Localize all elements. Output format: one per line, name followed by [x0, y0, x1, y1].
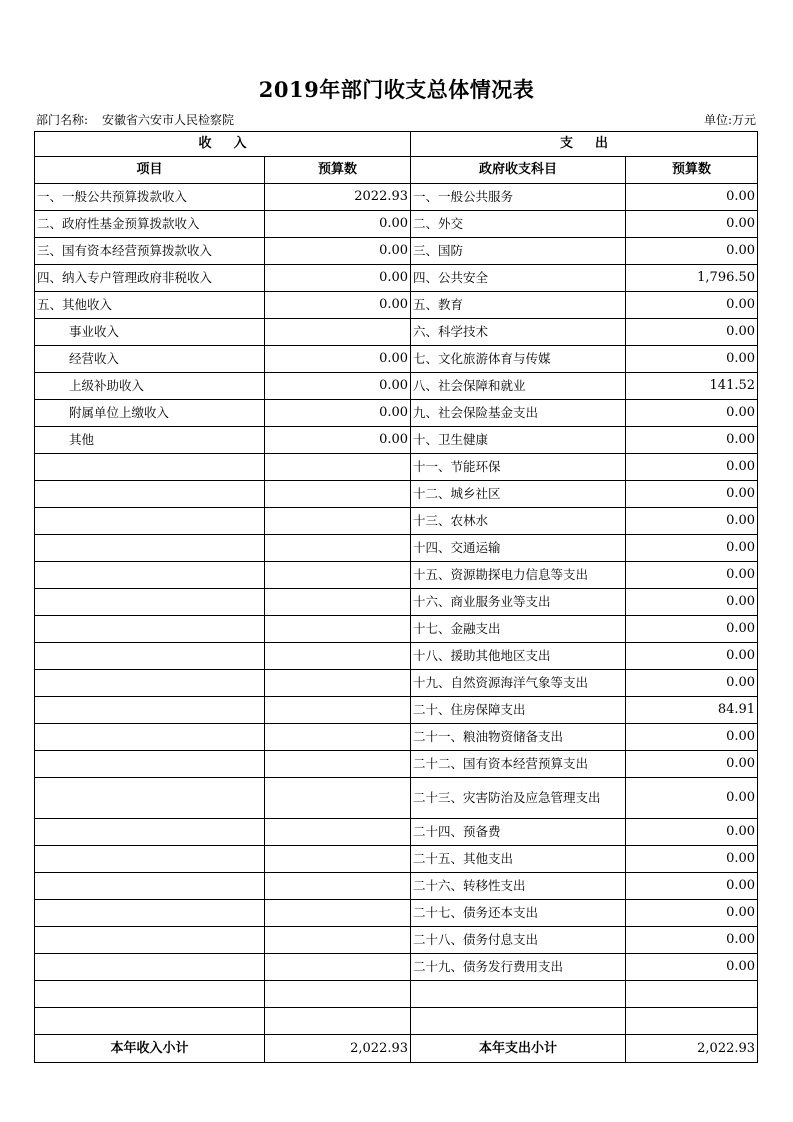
table-row [35, 535, 758, 562]
income-item-cell [35, 846, 265, 873]
expense-amount-cell: 0.00 [626, 873, 758, 900]
income-item-cell [35, 697, 265, 724]
expense-item-cell: 二十八、债务付息支出 [411, 927, 626, 954]
expense-item-cell: 二十七、债务还本支出 [411, 900, 626, 927]
income-item-cell: 三、国有资本经营预算拨款收入 [35, 238, 265, 265]
page-title: 2019年部门收支总体情况表 [258, 77, 535, 102]
expense-item-cell: 十九、自然资源海洋气象等支出 [411, 670, 626, 697]
expense-item-cell: 七、文化旅游体育与传媒 [411, 346, 626, 373]
income-amount-cell: 0.00 [265, 400, 411, 427]
table-row [35, 346, 758, 373]
expense-amount-cell: 0.00 [626, 535, 758, 562]
expense-amount-cell: 0.00 [626, 481, 758, 508]
income-amount-cell [265, 819, 411, 846]
expense-item-cell [411, 981, 626, 1008]
income-amount-cell: 0.00 [265, 211, 411, 238]
expense-amount-cell: 0.00 [626, 927, 758, 954]
income-amount-cell [265, 643, 411, 670]
expense-item-cell: 十、卫生健康 [411, 427, 626, 454]
expense-amount-cell: 0.00 [626, 292, 758, 319]
expense-item-cell: 二十二、国有资本经营预算支出 [411, 751, 626, 778]
expense-amount-cell: 0.00 [626, 508, 758, 535]
table-body [35, 184, 758, 1035]
expense-item-cell: 八、社会保障和就业 [411, 373, 626, 400]
expense-item-cell: 六、科学技术 [411, 319, 626, 346]
department-name: 安徽省六安市人民检察院 [102, 113, 235, 127]
table-row [35, 373, 758, 400]
income-item-cell [35, 819, 265, 846]
table-row [35, 697, 758, 724]
table-row [35, 427, 758, 454]
table-row [35, 900, 758, 927]
income-item-cell [35, 900, 265, 927]
expense-item-cell: 十八、援助其他地区支出 [411, 643, 626, 670]
expense-amount-cell: 141.52 [626, 373, 758, 400]
expense-amount-cell: 0.00 [626, 589, 758, 616]
income-item-cell: 事业收入 [35, 319, 265, 346]
expense-item-cell: 十一、节能环保 [411, 454, 626, 481]
expense-item-cell: 二十五、其他支出 [411, 846, 626, 873]
income-amount-cell: 2022.93 [265, 184, 411, 211]
table-row [35, 643, 758, 670]
income-amount-cell [265, 900, 411, 927]
expense-amount-cell: 0.00 [626, 211, 758, 238]
total-row [35, 1035, 758, 1063]
expense-item-cell: 三、国防 [411, 238, 626, 265]
expense-section-label: 支出 [560, 136, 631, 151]
income-amount-cell [265, 981, 411, 1008]
expense-amount-cell: 0.00 [626, 346, 758, 373]
expense-amount-cell: 0.00 [626, 427, 758, 454]
expense-amount-cell: 0.00 [626, 238, 758, 265]
table-row [35, 589, 758, 616]
table-row [35, 616, 758, 643]
income-item-cell: 经营收入 [35, 346, 265, 373]
income-item-cell [35, 616, 265, 643]
income-item-cell: 五、其他收入 [35, 292, 265, 319]
budget-table [34, 131, 758, 1063]
expense-item-cell: 九、社会保险基金支出 [411, 400, 626, 427]
income-item-cell [35, 981, 265, 1008]
expense-item-cell: 二、外交 [411, 211, 626, 238]
income-amount-cell: 0.00 [265, 265, 411, 292]
expense-item-cell: 二十、住房保障支出 [411, 697, 626, 724]
income-amount-cell [265, 1008, 411, 1035]
department-line [36, 111, 234, 128]
income-amount-cell [265, 778, 411, 819]
table-row [35, 927, 758, 954]
income-amount-cell [265, 846, 411, 873]
expense-amount-cell: 0.00 [626, 400, 758, 427]
expense-item-cell: 十二、城乡社区 [411, 481, 626, 508]
income-total-value: 2,022.93 [265, 1035, 411, 1063]
expense-item-cell: 十四、交通运输 [411, 535, 626, 562]
table-row [35, 481, 758, 508]
income-amount-cell [265, 454, 411, 481]
expense-amount-cell: 0.00 [626, 954, 758, 981]
income-item-cell [35, 724, 265, 751]
income-amount-cell [265, 508, 411, 535]
expense-amount-cell: 0.00 [626, 778, 758, 819]
expense-item-cell: 四、公共安全 [411, 265, 626, 292]
expense-item-cell: 二十一、粮油物资储备支出 [411, 724, 626, 751]
table-row [35, 319, 758, 346]
table-row [35, 954, 758, 981]
income-amount-cell [265, 319, 411, 346]
income-amount-cell [265, 873, 411, 900]
table-row [35, 184, 758, 211]
income-total-label: 本年收入小计 [35, 1035, 265, 1063]
income-item-cell: 四、纳入专户管理政府非税收入 [35, 265, 265, 292]
income-amount-cell: 0.00 [265, 427, 411, 454]
expense-amount-cell: 0.00 [626, 562, 758, 589]
table-row [35, 238, 758, 265]
expense-item-cell: 二十三、灾害防治及应急管理支出 [411, 778, 626, 819]
table-row [35, 724, 758, 751]
table-row [35, 265, 758, 292]
income-amount-cell [265, 616, 411, 643]
expense-amount-cell: 0.00 [626, 900, 758, 927]
income-item-cell [35, 508, 265, 535]
expense-amount-cell [626, 1008, 758, 1035]
income-amount-cell [265, 927, 411, 954]
expense-item-cell: 十六、商业服务业等支出 [411, 589, 626, 616]
expense-item-cell: 十三、农林水 [411, 508, 626, 535]
income-item-cell [35, 778, 265, 819]
income-amount-cell [265, 562, 411, 589]
income-section-label: 收入 [198, 136, 269, 151]
income-amount-cell [265, 535, 411, 562]
income-amount-cell: 0.00 [265, 292, 411, 319]
expense-section-header [411, 132, 758, 157]
expense-item-cell: 一、一般公共服务 [411, 184, 626, 211]
income-amount-cell [265, 589, 411, 616]
income-item-cell: 上级补助收入 [35, 373, 265, 400]
expense-item-cell: 二十九、债务发行费用支出 [411, 954, 626, 981]
expense-item-cell: 十七、金融支出 [411, 616, 626, 643]
income-item-cell [35, 481, 265, 508]
income-item-cell [35, 927, 265, 954]
income-amount-cell [265, 954, 411, 981]
department-label: 部门名称: [36, 113, 89, 127]
expense-amount-cell: 0.00 [626, 724, 758, 751]
income-item-header: 项目 [35, 157, 265, 184]
section-header-row [35, 132, 758, 157]
income-item-cell [35, 751, 265, 778]
income-item-cell [35, 535, 265, 562]
income-amount-cell [265, 670, 411, 697]
income-amount-header: 预算数 [265, 157, 411, 184]
table-row [35, 846, 758, 873]
expense-amount-cell: 0.00 [626, 616, 758, 643]
expense-amount-cell: 84.91 [626, 697, 758, 724]
expense-amount-cell: 1,796.50 [626, 265, 758, 292]
expense-item-cell: 五、教育 [411, 292, 626, 319]
income-item-cell [35, 954, 265, 981]
income-amount-cell [265, 697, 411, 724]
table-row [35, 873, 758, 900]
table-row [35, 292, 758, 319]
income-item-cell [35, 670, 265, 697]
expense-amount-cell: 0.00 [626, 643, 758, 670]
income-amount-cell [265, 724, 411, 751]
expense-amount-cell: 0.00 [626, 751, 758, 778]
income-amount-cell: 0.00 [265, 238, 411, 265]
income-item-cell [35, 643, 265, 670]
income-item-cell: 其他 [35, 427, 265, 454]
unit-label: 单位:万元 [703, 113, 756, 127]
table-row [35, 211, 758, 238]
table-row [35, 670, 758, 697]
expense-item-cell: 二十六、转移性支出 [411, 873, 626, 900]
income-item-cell [35, 589, 265, 616]
expense-total-value: 2,022.93 [626, 1035, 758, 1063]
expense-amount-cell: 0.00 [626, 670, 758, 697]
income-amount-cell [265, 751, 411, 778]
income-item-cell [35, 562, 265, 589]
table-row [35, 454, 758, 481]
expense-total-label: 本年支出小计 [411, 1035, 626, 1063]
income-section-header [35, 132, 411, 157]
expense-amount-cell: 0.00 [626, 846, 758, 873]
income-item-cell: 附属单位上缴收入 [35, 400, 265, 427]
income-item-cell [35, 873, 265, 900]
expense-item-cell: 二十四、预备费 [411, 819, 626, 846]
expense-amount-cell: 0.00 [626, 184, 758, 211]
expense-amount-header: 预算数 [626, 157, 758, 184]
table-row [35, 1008, 758, 1035]
income-item-cell [35, 1008, 265, 1035]
table-row [35, 751, 758, 778]
table-row [35, 778, 758, 819]
income-amount-cell: 0.00 [265, 373, 411, 400]
table-row [35, 981, 758, 1008]
expense-amount-cell: 0.00 [626, 454, 758, 481]
table-row [35, 508, 758, 535]
income-amount-cell: 0.00 [265, 346, 411, 373]
income-item-cell: 一、一般公共预算拨款收入 [35, 184, 265, 211]
table-row [35, 819, 758, 846]
table-row [35, 400, 758, 427]
table-row [35, 562, 758, 589]
expense-item-cell: 十五、资源勘探电力信息等支出 [411, 562, 626, 589]
income-amount-cell [265, 481, 411, 508]
income-item-cell: 二、政府性基金预算拨款收入 [35, 211, 265, 238]
expense-item-header: 政府收支科目 [411, 157, 626, 184]
income-item-cell [35, 454, 265, 481]
expense-amount-cell [626, 981, 758, 1008]
expense-amount-cell: 0.00 [626, 819, 758, 846]
expense-item-cell [411, 1008, 626, 1035]
expense-amount-cell: 0.00 [626, 319, 758, 346]
column-header-row [35, 157, 758, 184]
